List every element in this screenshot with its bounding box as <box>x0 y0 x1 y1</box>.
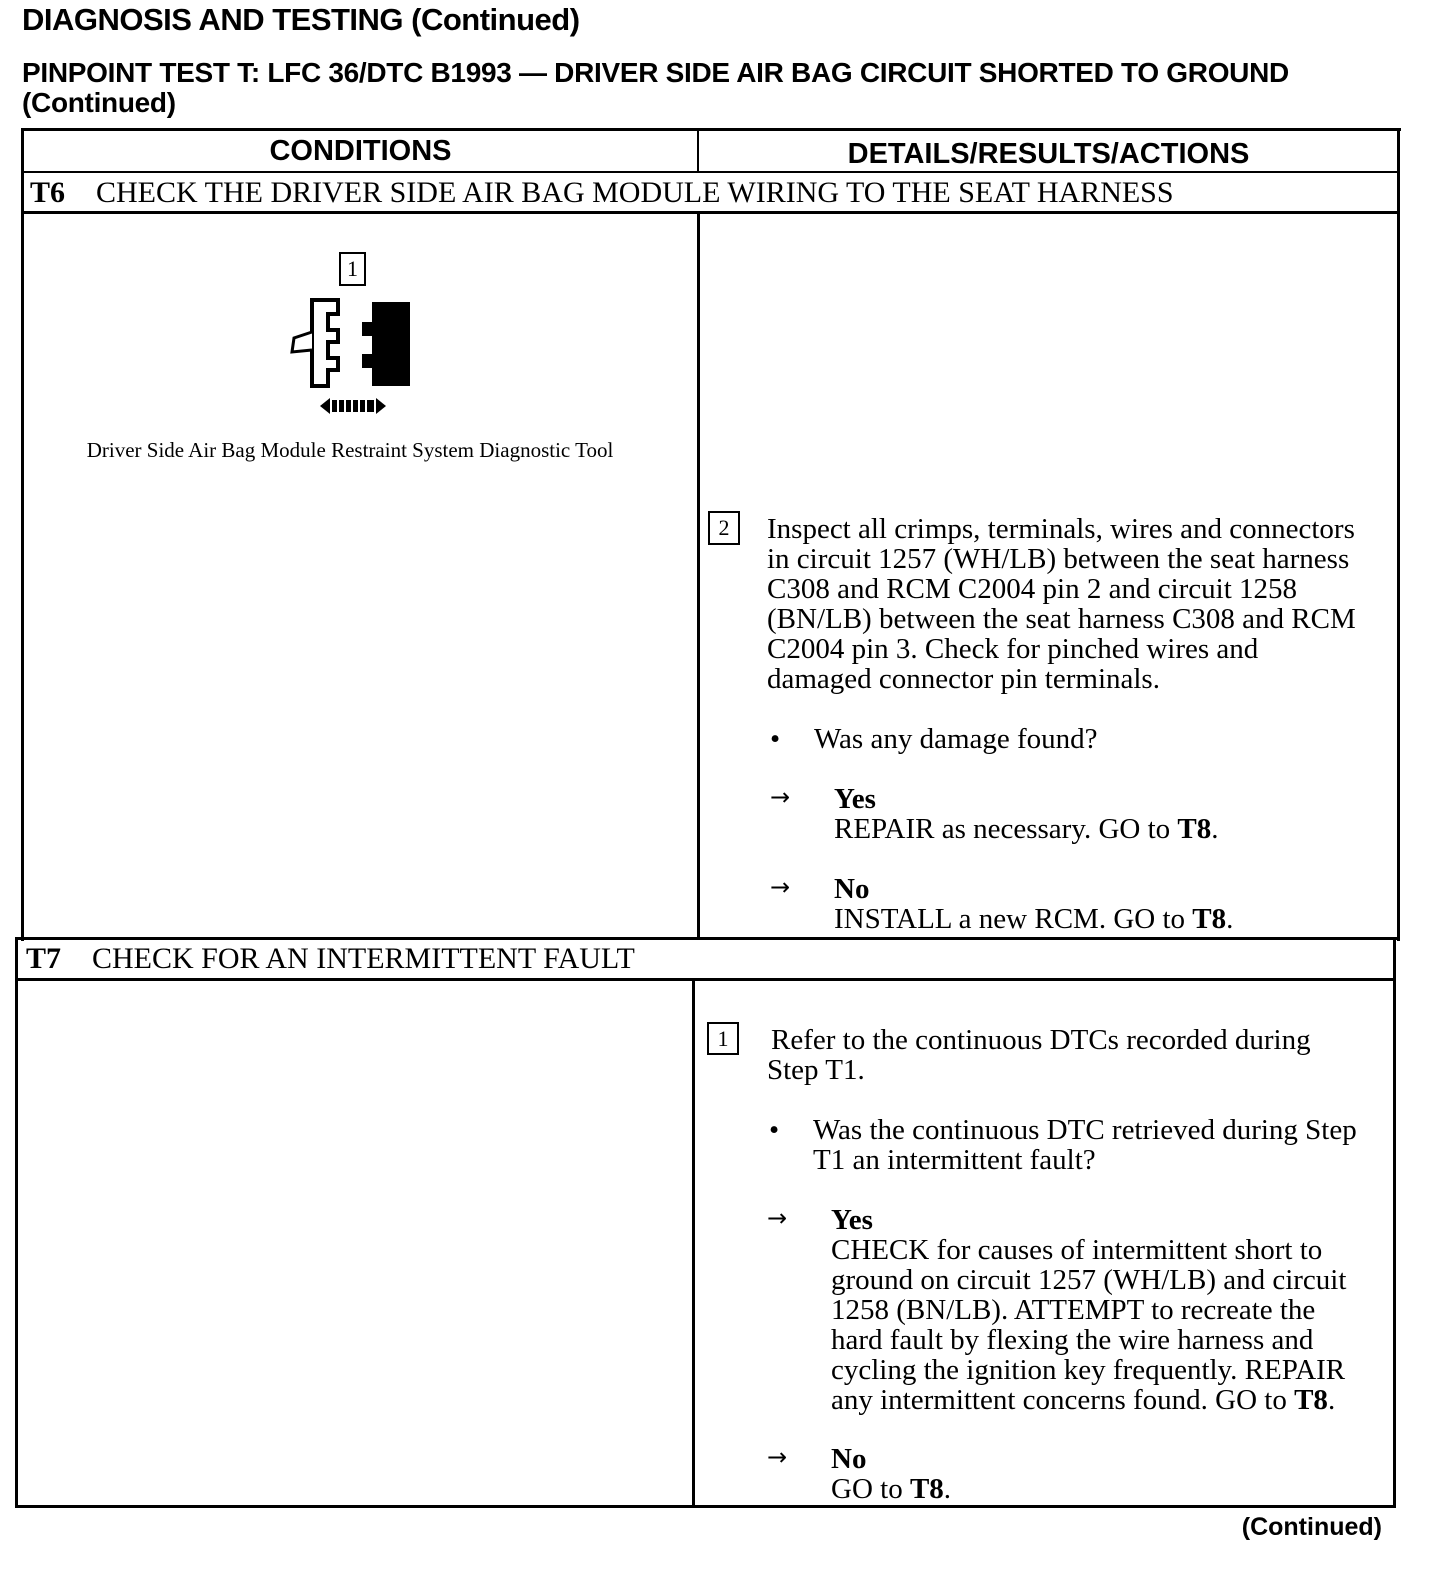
pinpoint-test-title: PINPOINT TEST T: LFC 36/DTC B1993 — DRIVER SIDE AIR BAG CIRCUIT SHORTED TO GROUND (Continued) <box>22 57 1289 118</box>
bullet-icon: • <box>770 723 781 755</box>
column-header-details: DETAILS/RESULTS/ACTIONS <box>847 138 1250 170</box>
t7-title-top-rule <box>15 937 1400 940</box>
arrow-icon: → <box>770 873 791 901</box>
t6-no-goto: T8 <box>1192 903 1227 935</box>
t6-yes-goto: T8 <box>1177 813 1212 845</box>
t7-question-line: Was the continuous DTC retrieved during Step <box>813 1114 1357 1146</box>
t7-step1-number: 1 <box>707 1022 739 1055</box>
t6-step2-text <box>767 514 1356 694</box>
t6-step2-line: damaged connector pin terminals. <box>767 663 1160 695</box>
table-border-right-upper <box>1397 128 1400 941</box>
t6-yes-result <box>770 783 1219 845</box>
t6-step2-line: C308 and RCM C2004 pin 2 and circuit 1258 <box>767 573 1298 605</box>
t6-no-action: INSTALL a new RCM. GO to T8. <box>834 903 1234 935</box>
table-border-left-lower <box>15 938 18 1508</box>
t7-no-action: GO to T8. <box>831 1473 952 1505</box>
t6-question-text: Was any damage found? <box>814 723 1098 755</box>
arrow-icon: → <box>770 783 791 811</box>
t7-step1-line: Step T1. <box>767 1054 865 1086</box>
t6-no-label: No <box>834 873 870 905</box>
t7-step-title <box>26 942 635 976</box>
t7-no-label: No <box>831 1443 867 1475</box>
t7-step-id: T7 <box>26 942 62 975</box>
t6-yes-label: Yes <box>834 783 876 815</box>
arrow-icon: → <box>767 1443 788 1471</box>
t6-column-divider <box>697 212 700 940</box>
t7-yes-line: ground on circuit 1257 (WH/LB) and circuit <box>831 1264 1347 1296</box>
t7-no-goto: T8 <box>909 1473 944 1505</box>
arrow-icon: → <box>767 1204 788 1232</box>
t7-no-result <box>767 1443 952 1505</box>
t7-question-line: T1 an intermittent fault? <box>813 1144 1096 1176</box>
column-header-conditions: CONDITIONS <box>269 135 452 167</box>
t7-title-rule <box>15 978 1396 981</box>
t7-yes-label: Yes <box>831 1204 873 1236</box>
t6-step-title <box>30 176 1174 210</box>
t7-step-heading: CHECK FOR AN INTERMITTENT FAULT <box>92 942 635 975</box>
t7-yes-result <box>767 1204 1347 1416</box>
t7-step1-line: Refer to the continuous DTCs recorded during <box>771 1024 1311 1056</box>
table-border-bottom <box>15 1505 1396 1508</box>
table-border-left-upper <box>21 128 24 941</box>
t6-title-rule <box>21 211 1400 214</box>
t6-step2-line: Inspect all crimps, terminals, wires and connectors <box>767 513 1355 545</box>
t7-yes-line: 1258 (BN/LB). ATTEMPT to recreate the <box>831 1294 1316 1326</box>
t6-step2-line: (BN/LB) between the seat harness C308 and RCM <box>767 603 1356 635</box>
t6-step2-number: 2 <box>708 511 740 545</box>
table-border-right-lower <box>1393 938 1396 1508</box>
t6-yes-action: REPAIR as necessary. GO to T8. <box>834 813 1219 845</box>
figure-step-number: 1 <box>339 252 366 286</box>
t6-step2-line: in circuit 1257 (WH/LB) between the seat harness <box>767 543 1350 575</box>
page-title: DIAGNOSIS AND TESTING (Continued) <box>22 2 580 37</box>
t7-yes-goto: T8 <box>1294 1384 1328 1416</box>
figure-caption: Driver Side Air Bag Module Restraint System Diagnostic Tool <box>86 438 614 462</box>
t6-step-heading: CHECK THE DRIVER SIDE AIR BAG MODULE WIRING TO THE SEAT HARNESS <box>96 176 1174 209</box>
t7-yes-line: any intermittent concerns found. GO to T8. <box>831 1384 1336 1416</box>
t7-step1-text <box>767 1025 1311 1085</box>
t7-yes-line: hard fault by flexing the wire harness and <box>831 1324 1314 1356</box>
t7-column-divider <box>692 979 695 1507</box>
header-column-divider <box>697 128 699 172</box>
t6-no-result <box>770 873 1234 935</box>
t6-question <box>770 723 1098 755</box>
bullet-icon: • <box>769 1114 780 1146</box>
t7-yes-line: CHECK for causes of intermittent short to <box>831 1234 1323 1266</box>
t7-question <box>769 1114 1357 1176</box>
t7-yes-line: cycling the ignition key frequently. REPAIR <box>831 1354 1346 1386</box>
connector-diagram-icon <box>282 292 422 422</box>
t6-step2-line: C2004 pin 3. Check for pinched wires and <box>767 633 1259 665</box>
continued-label: (Continued) <box>1241 1513 1382 1541</box>
t6-step-id: T6 <box>30 176 66 209</box>
